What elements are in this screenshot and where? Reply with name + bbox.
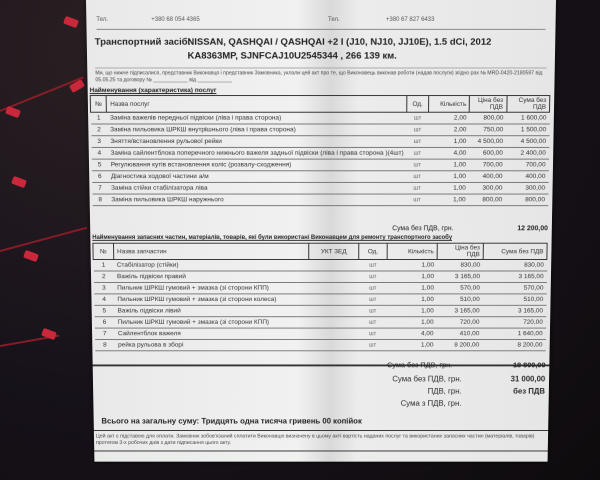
cell-sum: 570,00 <box>483 282 547 293</box>
cell-unit: шт <box>359 305 387 316</box>
table-row <box>93 271 546 282</box>
cell-price: 570,00 <box>437 282 483 293</box>
col-sum: Сума без ПДВ <box>506 96 549 113</box>
cell-price: 8 200,00 <box>436 339 482 350</box>
cell-qty: 1,00 <box>428 136 469 148</box>
cell-no: 7 <box>92 182 108 194</box>
cell-sum: 1 640,00 <box>482 328 545 339</box>
cell-price: 600,00 <box>469 147 506 159</box>
col-number: № <box>93 243 114 259</box>
cell-name: Важіль підвіски правий <box>114 271 309 282</box>
cell-qty: 1,00 <box>428 171 469 183</box>
cell-no: 4 <box>94 294 115 305</box>
cell-sum: 700,00 <box>506 159 549 171</box>
cell-name: Пильник ШРКШ гумовий + змазка (зі сторони КПП) <box>115 317 309 328</box>
cell-name: Сайлентблок важеля <box>115 328 309 339</box>
cell-qty: 1,00 <box>428 182 469 194</box>
parts-header-row <box>93 243 547 259</box>
cell-price: 750,00 <box>469 124 506 136</box>
table-row <box>91 147 549 159</box>
col-sum: Сума без ПДВ <box>483 243 547 259</box>
cell-no: 8 <box>92 194 108 206</box>
cell-name: Пильник ШРКШ гумовий + змазка (зі сторони КПП) <box>114 282 309 293</box>
cell-name: Стабілізатор (стійки) <box>114 260 309 271</box>
cell-unit: шт <box>406 194 427 206</box>
table-row <box>93 260 547 271</box>
cell-sum: 1 600,00 <box>506 112 549 124</box>
col-ukt-zed: УКТ ЗЕД <box>309 243 359 259</box>
cell-code <box>309 305 359 316</box>
phone2-value: +380 67 827 6433 <box>385 16 435 23</box>
cell-name: Пильник ШРКШ гумовий + змазка (зі сторони колеса) <box>114 294 308 305</box>
phone2-label: Тел. <box>327 16 340 23</box>
parts-subtotal-label: Сума без ПДВ, грн. <box>387 360 453 370</box>
cell-unit: шт <box>407 159 428 171</box>
total-net-label: Сума без ПДВ, грн. <box>392 374 462 384</box>
cell-no: 6 <box>92 171 108 183</box>
cell-qty: 4,00 <box>428 147 469 159</box>
cell-no: 2 <box>91 124 107 136</box>
cell-code <box>309 271 359 282</box>
cell-price: 4 500,00 <box>469 136 506 148</box>
cell-no: 2 <box>93 271 114 282</box>
table-row <box>92 171 549 183</box>
services-section-title: Найменування (характеристика) послуг <box>89 87 217 95</box>
cell-sum: 510,00 <box>483 294 547 305</box>
cell-qty: 1,00 <box>387 260 437 271</box>
cell-sum: 3 165,00 <box>482 305 546 316</box>
cell-price: 300,00 <box>469 182 506 194</box>
col-unit: Од. <box>359 243 388 259</box>
cell-qty: 2,00 <box>428 124 469 136</box>
total-net-row <box>297 375 549 387</box>
cell-price: 400,00 <box>469 171 506 183</box>
cell-unit: шт <box>407 136 428 148</box>
cell-no: 1 <box>91 112 108 124</box>
col-part-name: Назва запчастин <box>113 243 308 259</box>
cell-name: Заміна стійки стабілізатора ліва <box>108 182 406 194</box>
parts-subtotal-value: 18 800,00 <box>512 360 546 370</box>
cell-price: 800,00 <box>470 112 507 124</box>
table-row <box>92 194 548 206</box>
cell-sum: 300,00 <box>505 182 548 194</box>
cell-name: Важіль підвіски лівий <box>115 305 309 316</box>
col-service-name: Назва послуг <box>107 96 408 113</box>
parts-table <box>92 243 547 352</box>
cell-unit: шт <box>359 317 387 328</box>
cell-qty: 2,00 <box>428 112 469 124</box>
cell-unit: шт <box>359 260 387 271</box>
table-row <box>91 136 549 148</box>
cell-code <box>309 294 359 305</box>
cell-unit: шт <box>406 171 427 183</box>
table-row <box>94 282 547 293</box>
cell-qty: 4,00 <box>387 328 437 339</box>
table-row <box>94 328 545 339</box>
cell-unit: шт <box>407 124 428 136</box>
total-gross-label: Сума з ПДВ, грн. <box>400 399 462 408</box>
cell-code <box>309 282 359 293</box>
intro-paragraph: Ми, що нижче підписалися, представник Виконавця і представник Замовника, уклали цей акт про те, що Виконавець виконав роботи (надав послуги) згідно рах № MRD-0420-2180597 від 05.05.25 та договору № ____________ від ____________ <box>95 67 547 83</box>
vehicle-model: NISSAN, QASHQAI / QASHQAI +2 I (J10, NJ10, JJ10E), 1.5 dCi, 2012 <box>187 36 492 48</box>
cell-name: Заміна пильовика ШРКШ наружнього <box>108 194 406 206</box>
cell-code <box>309 328 359 339</box>
cell-qty: 1,00 <box>387 317 437 328</box>
cell-price: 720,00 <box>436 317 482 328</box>
table-row <box>94 317 546 328</box>
col-price: Ціна без ПДВ <box>437 243 483 259</box>
cell-code <box>309 339 359 350</box>
cell-qty: 1,00 <box>387 294 437 305</box>
cell-unit: шт <box>358 339 386 350</box>
col-price: Ціна без ПДВ <box>470 96 507 113</box>
services-subtotal-value: 12 200,00 <box>517 225 548 233</box>
cell-price: 3 165,00 <box>437 305 483 316</box>
table-row <box>91 112 550 124</box>
phone1-label: Тел. <box>96 16 109 23</box>
cell-sum: 8 200,00 <box>482 339 545 350</box>
cell-sum: 4 500,00 <box>506 136 549 148</box>
table-row <box>94 294 546 305</box>
cell-qty: 1,00 <box>387 339 437 350</box>
cell-no: 5 <box>94 305 115 316</box>
cell-no: 6 <box>94 317 115 328</box>
cell-sum: 2 400,00 <box>506 147 549 159</box>
table-row <box>95 339 546 350</box>
cell-name: Заміна пильовика ШРКШ внутрішнього (ліва і права сторона) <box>107 124 407 136</box>
total-in-words: Всього на загальну суму: Тридцять одна тисяча гривень 00 копійок <box>101 416 362 426</box>
total-net-value: 31 000,00 <box>510 374 546 384</box>
cell-price: 410,00 <box>436 328 482 339</box>
vehicle-label: Транспортний засіб: <box>94 36 191 48</box>
cell-price: 830,00 <box>437 260 483 271</box>
total-gross-row <box>297 399 549 411</box>
cell-no: 8 <box>95 339 116 350</box>
cell-unit: шт <box>358 328 386 339</box>
cell-qty: 1,00 <box>428 159 469 171</box>
services-header-row <box>90 96 550 113</box>
divider <box>93 364 550 365</box>
services-subtotal-label: Сума без ПДВ, грн. <box>392 225 454 233</box>
totals-block <box>297 375 549 412</box>
cell-unit: шт <box>406 182 427 194</box>
cell-name: Діагностика ходової частини а/м <box>108 171 407 183</box>
cell-no: 4 <box>91 147 107 159</box>
col-quantity: Кількість <box>428 96 470 113</box>
cell-no: 1 <box>93 260 114 271</box>
cell-no: 7 <box>94 328 115 339</box>
col-quantity: Кількість <box>387 243 437 259</box>
cell-qty: 1,00 <box>428 194 469 206</box>
services-table <box>90 95 551 206</box>
cell-code <box>309 260 359 271</box>
cell-price: 3 165,00 <box>437 271 483 282</box>
cell-price: 510,00 <box>437 294 483 305</box>
cell-qty: 1,00 <box>387 282 437 293</box>
cell-no: 3 <box>91 136 107 148</box>
invoice-document <box>86 0 556 462</box>
cell-sum: 3 165,00 <box>483 271 547 282</box>
table-row <box>94 305 546 316</box>
cell-code <box>309 317 359 328</box>
col-unit: Од. <box>407 96 429 113</box>
col-number: № <box>90 96 107 113</box>
cell-price: 700,00 <box>469 159 506 171</box>
phone-header <box>96 17 545 30</box>
cell-name: Зняття/встановлення рульової рейки <box>107 136 407 148</box>
cell-unit: шт <box>359 282 387 293</box>
cell-sum: 830,00 <box>483 260 547 271</box>
cell-name: Регулювання кутів встановлення коліс (розвалу-сходження) <box>108 159 407 171</box>
total-vat-label: ПДВ, грн. <box>427 387 462 396</box>
cell-price: 800,00 <box>469 194 506 206</box>
payment-terms-note: Цей акт є підставою для оплати. Замовник зобов'язаний сплатити Виконавцю визначену в цьому акті вартість наданих послуг та використаних запасних частин (матеріалів, товарів) протягом 3-х робочих днів з дати підписання цього акту. <box>94 430 548 451</box>
total-vat-value: без ПДВ <box>513 387 546 396</box>
vehicle-plate-vin-mileage: KA8363MP, SJNFCAJ10U2545344 , 266 139 км. <box>187 50 397 62</box>
cell-name: Заміна важелів передньої підвіски (ліва і права сторона) <box>107 112 407 124</box>
table-row <box>91 159 548 171</box>
cell-name: рейка рульова в зборі <box>115 339 309 350</box>
table-row <box>92 182 548 194</box>
cell-no: 5 <box>91 159 107 171</box>
cell-sum: 400,00 <box>505 171 548 183</box>
cell-sum: 800,00 <box>505 194 548 206</box>
cell-sum: 1 500,00 <box>506 124 549 136</box>
cell-qty: 1,00 <box>387 271 437 282</box>
cell-no: 3 <box>94 282 115 293</box>
parts-section-title: Найменування запасних частин, матеріалів, товарів, які були використані Виконавцем для ремонту транспортного засобу <box>92 235 453 241</box>
phone1-value: +380 68 054 4365 <box>151 16 200 23</box>
cell-sum: 720,00 <box>482 317 546 328</box>
table-row <box>91 124 550 136</box>
cell-name: Заміна сайлентблока поперечного нижнього важеля задньої підвіски (ліва і права сторона )(4шт) <box>107 147 406 159</box>
cell-unit: шт <box>359 271 387 282</box>
cell-qty: 1,00 <box>387 305 437 316</box>
cell-unit: шт <box>359 294 387 305</box>
cell-unit: шт <box>407 147 428 159</box>
cell-unit: шт <box>407 112 428 124</box>
total-vat-row <box>297 387 549 399</box>
